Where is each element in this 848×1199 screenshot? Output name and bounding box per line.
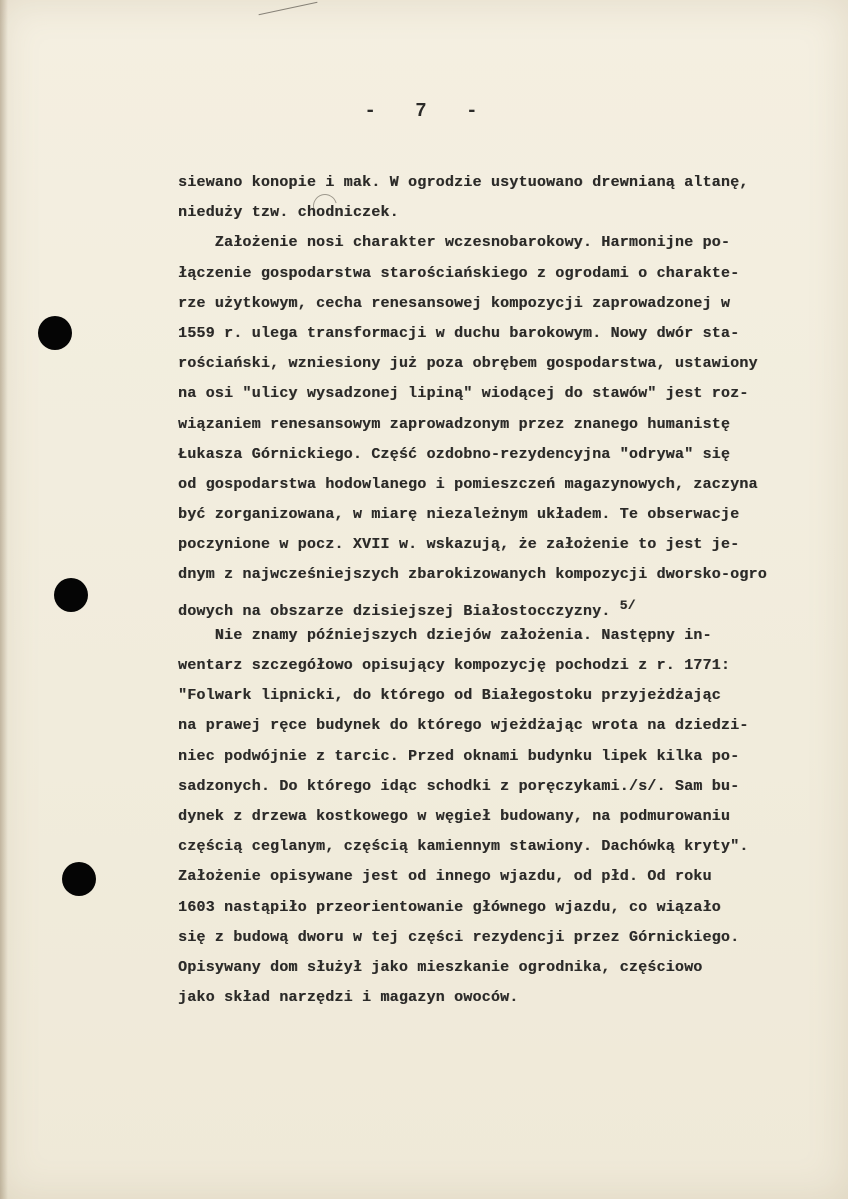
text-line: siewano konopie i mak. W ogrodzie usytuowano drewnianą altanę, — [178, 174, 749, 191]
footnote-reference: 5/ — [619, 597, 636, 613]
text-line: od gospodarstwa hodowlanego i pomieszczeń magazynowych, zaczyna — [178, 475, 758, 493]
text-line: częścią ceglanym, częścią kamiennym stawiony. Dachówką kryty". — [178, 838, 749, 856]
text-line: Założenie opisywane jest od innego wjazdu, od płd. Od roku — [178, 868, 712, 886]
text-line: łączenie gospodarstwa starościańskiego z ogrodami o charakte- — [178, 264, 740, 282]
text-line: 1559 r. ulega transformacji w duchu barokowym. Nowy dwór sta- — [178, 324, 740, 342]
page-number: - 7 - — [364, 100, 492, 122]
text-line: poczynione w pocz. XVII w. wskazują, że założenie to jest je- — [178, 536, 740, 554]
text-line: wiązaniem renesansowym zaprowadzonym przez znanego humanistę — [178, 415, 731, 433]
text-line: Opisywany dom służył jako mieszkanie ogrodnika, częściowo — [178, 958, 703, 976]
text-line: jako skład narzędzi i magazyn owoców. — [178, 989, 519, 1007]
punch-hole-bottom — [62, 862, 96, 896]
text-line: niec podwójnie z tarcic. Przed oknami budynku lipek kilka po- — [178, 747, 740, 765]
text-line: nieduży tzw. chodniczek. — [178, 204, 399, 222]
text-line: Założenie nosi charakter wczesnobarokowy. Harmonijne po- — [178, 234, 731, 252]
body-text — [178, 168, 848, 1013]
text-line: 1603 nastąpiło przeorientowanie głównego wjazdu, co wiązało — [178, 898, 721, 916]
text-line: dynek z drzewa kostkowego w węgieł budowany, na podmurowaniu — [178, 807, 731, 825]
text-line: rościański, wzniesiony już poza obrębem gospodarstwa, ustawiony — [178, 355, 758, 373]
text-line: dowych na obszarze dzisiejszej Białostocczyzny. — [178, 602, 611, 620]
text-line: rze użytkowym, cecha renesansowej kompozycji zaprowadzonej w — [178, 294, 731, 312]
text-line: wentarz szczegółowo opisujący kompozycję pochodzi z r. 1771: — [178, 657, 731, 674]
text-line-with-footnote — [178, 591, 848, 621]
text-line: Nie znamy późniejszych dziejów założenia. Następny in- — [178, 626, 712, 644]
text-line: dnym z najwcześniejszych zbarokizowanych kompozycji dworsko-ogro — [178, 566, 767, 584]
text-line: "Folwark lipnicki, do którego od Białegostoku przyjeżdżając — [178, 687, 721, 705]
text-line: sadzonych. Do którego idąc schodki z poręczykami./s/. Sam bu- — [178, 777, 740, 795]
pencil-mark — [259, 2, 318, 15]
text-line: na prawej ręce budynek do którego wjeżdżając wrota na dziedzi- — [178, 717, 749, 735]
text-line: się z budową dworu w tej części rezydencji przez Górnickiego. — [178, 928, 740, 946]
text-line: być zorganizowana, w miarę niezależnym układem. Te obserwacje — [178, 506, 740, 524]
punch-hole-middle — [54, 578, 88, 612]
text-line: Łukasza Górnickiego. Część ozdobno-rezydencyjna "odrywa" się — [178, 445, 731, 463]
punch-hole-top — [38, 316, 72, 350]
text-line: na osi "ulicy wysadzonej lipiną" wiodącej do stawów" jest roz- — [178, 385, 749, 403]
page-edge-shadow — [0, 0, 8, 1199]
